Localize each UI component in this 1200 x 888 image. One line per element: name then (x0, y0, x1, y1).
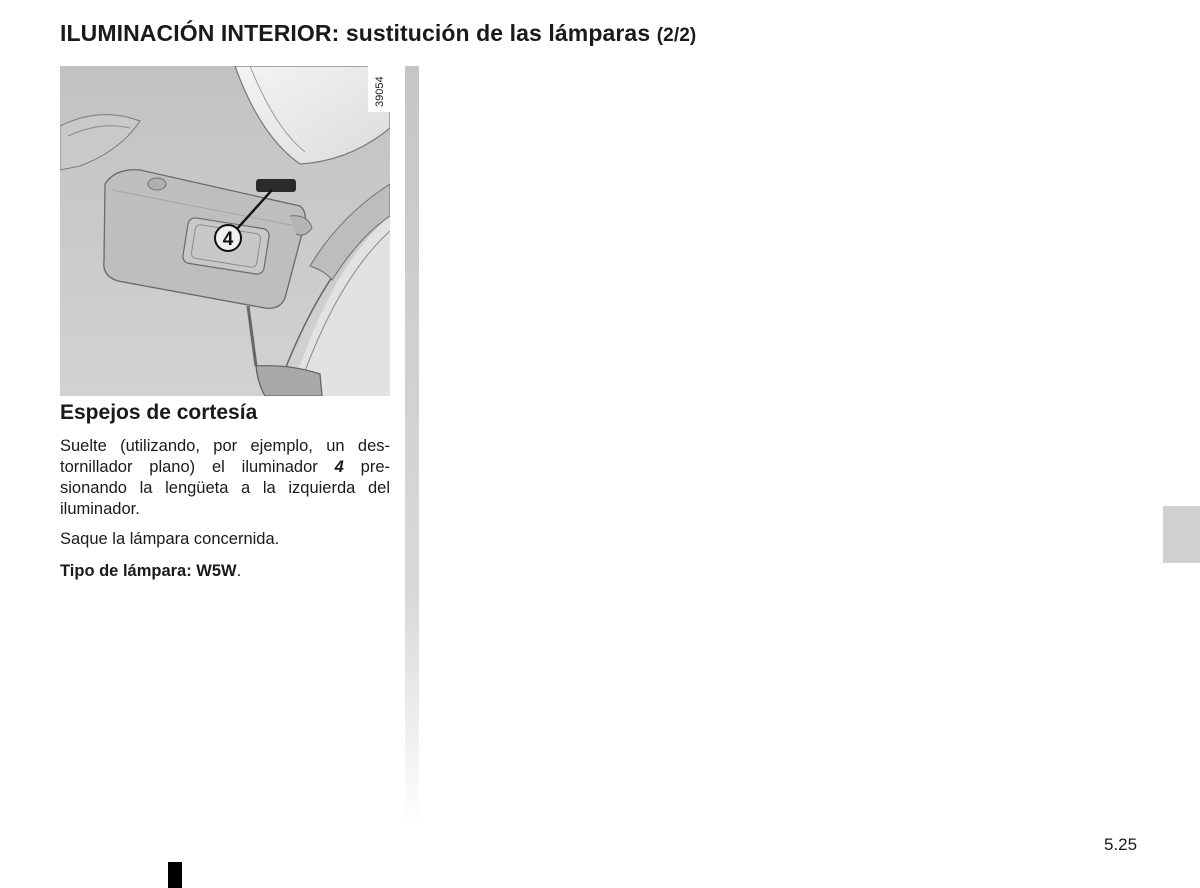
remove-lamp-text: Saque la lámpara concernida. (60, 530, 280, 548)
page-title (60, 20, 696, 47)
column-divider (405, 66, 419, 826)
lamp-reference: 4 (334, 458, 344, 476)
edge-mark (168, 862, 182, 888)
chapter-tab (1163, 506, 1200, 563)
lamp-type-label: Tipo de lámpara: W5W (60, 562, 237, 580)
instruction-text-end: pre-sionando la lengüeta a la izquierda del iluminador. (60, 458, 390, 518)
instruction-paragraph (60, 436, 390, 520)
lamp-type-end: . (236, 562, 242, 580)
lamp-type (60, 561, 390, 582)
instruction-text-start: Suelte (utilizando, por ejemplo, un des-tornillador plano) el iluminador (60, 437, 390, 476)
figure-ref-code: 39054 (374, 76, 386, 107)
sun-visor-mirror-illustration (60, 66, 390, 396)
section-heading: Espejos de cortesía (60, 401, 258, 424)
page-title-main: ILUMINACIÓN INTERIOR: sustitución de las lámparas (60, 20, 651, 46)
page-number: 5.25 (1104, 835, 1138, 854)
callout-4: 4 (222, 229, 234, 250)
page-title-part: (2/2) (656, 25, 697, 46)
